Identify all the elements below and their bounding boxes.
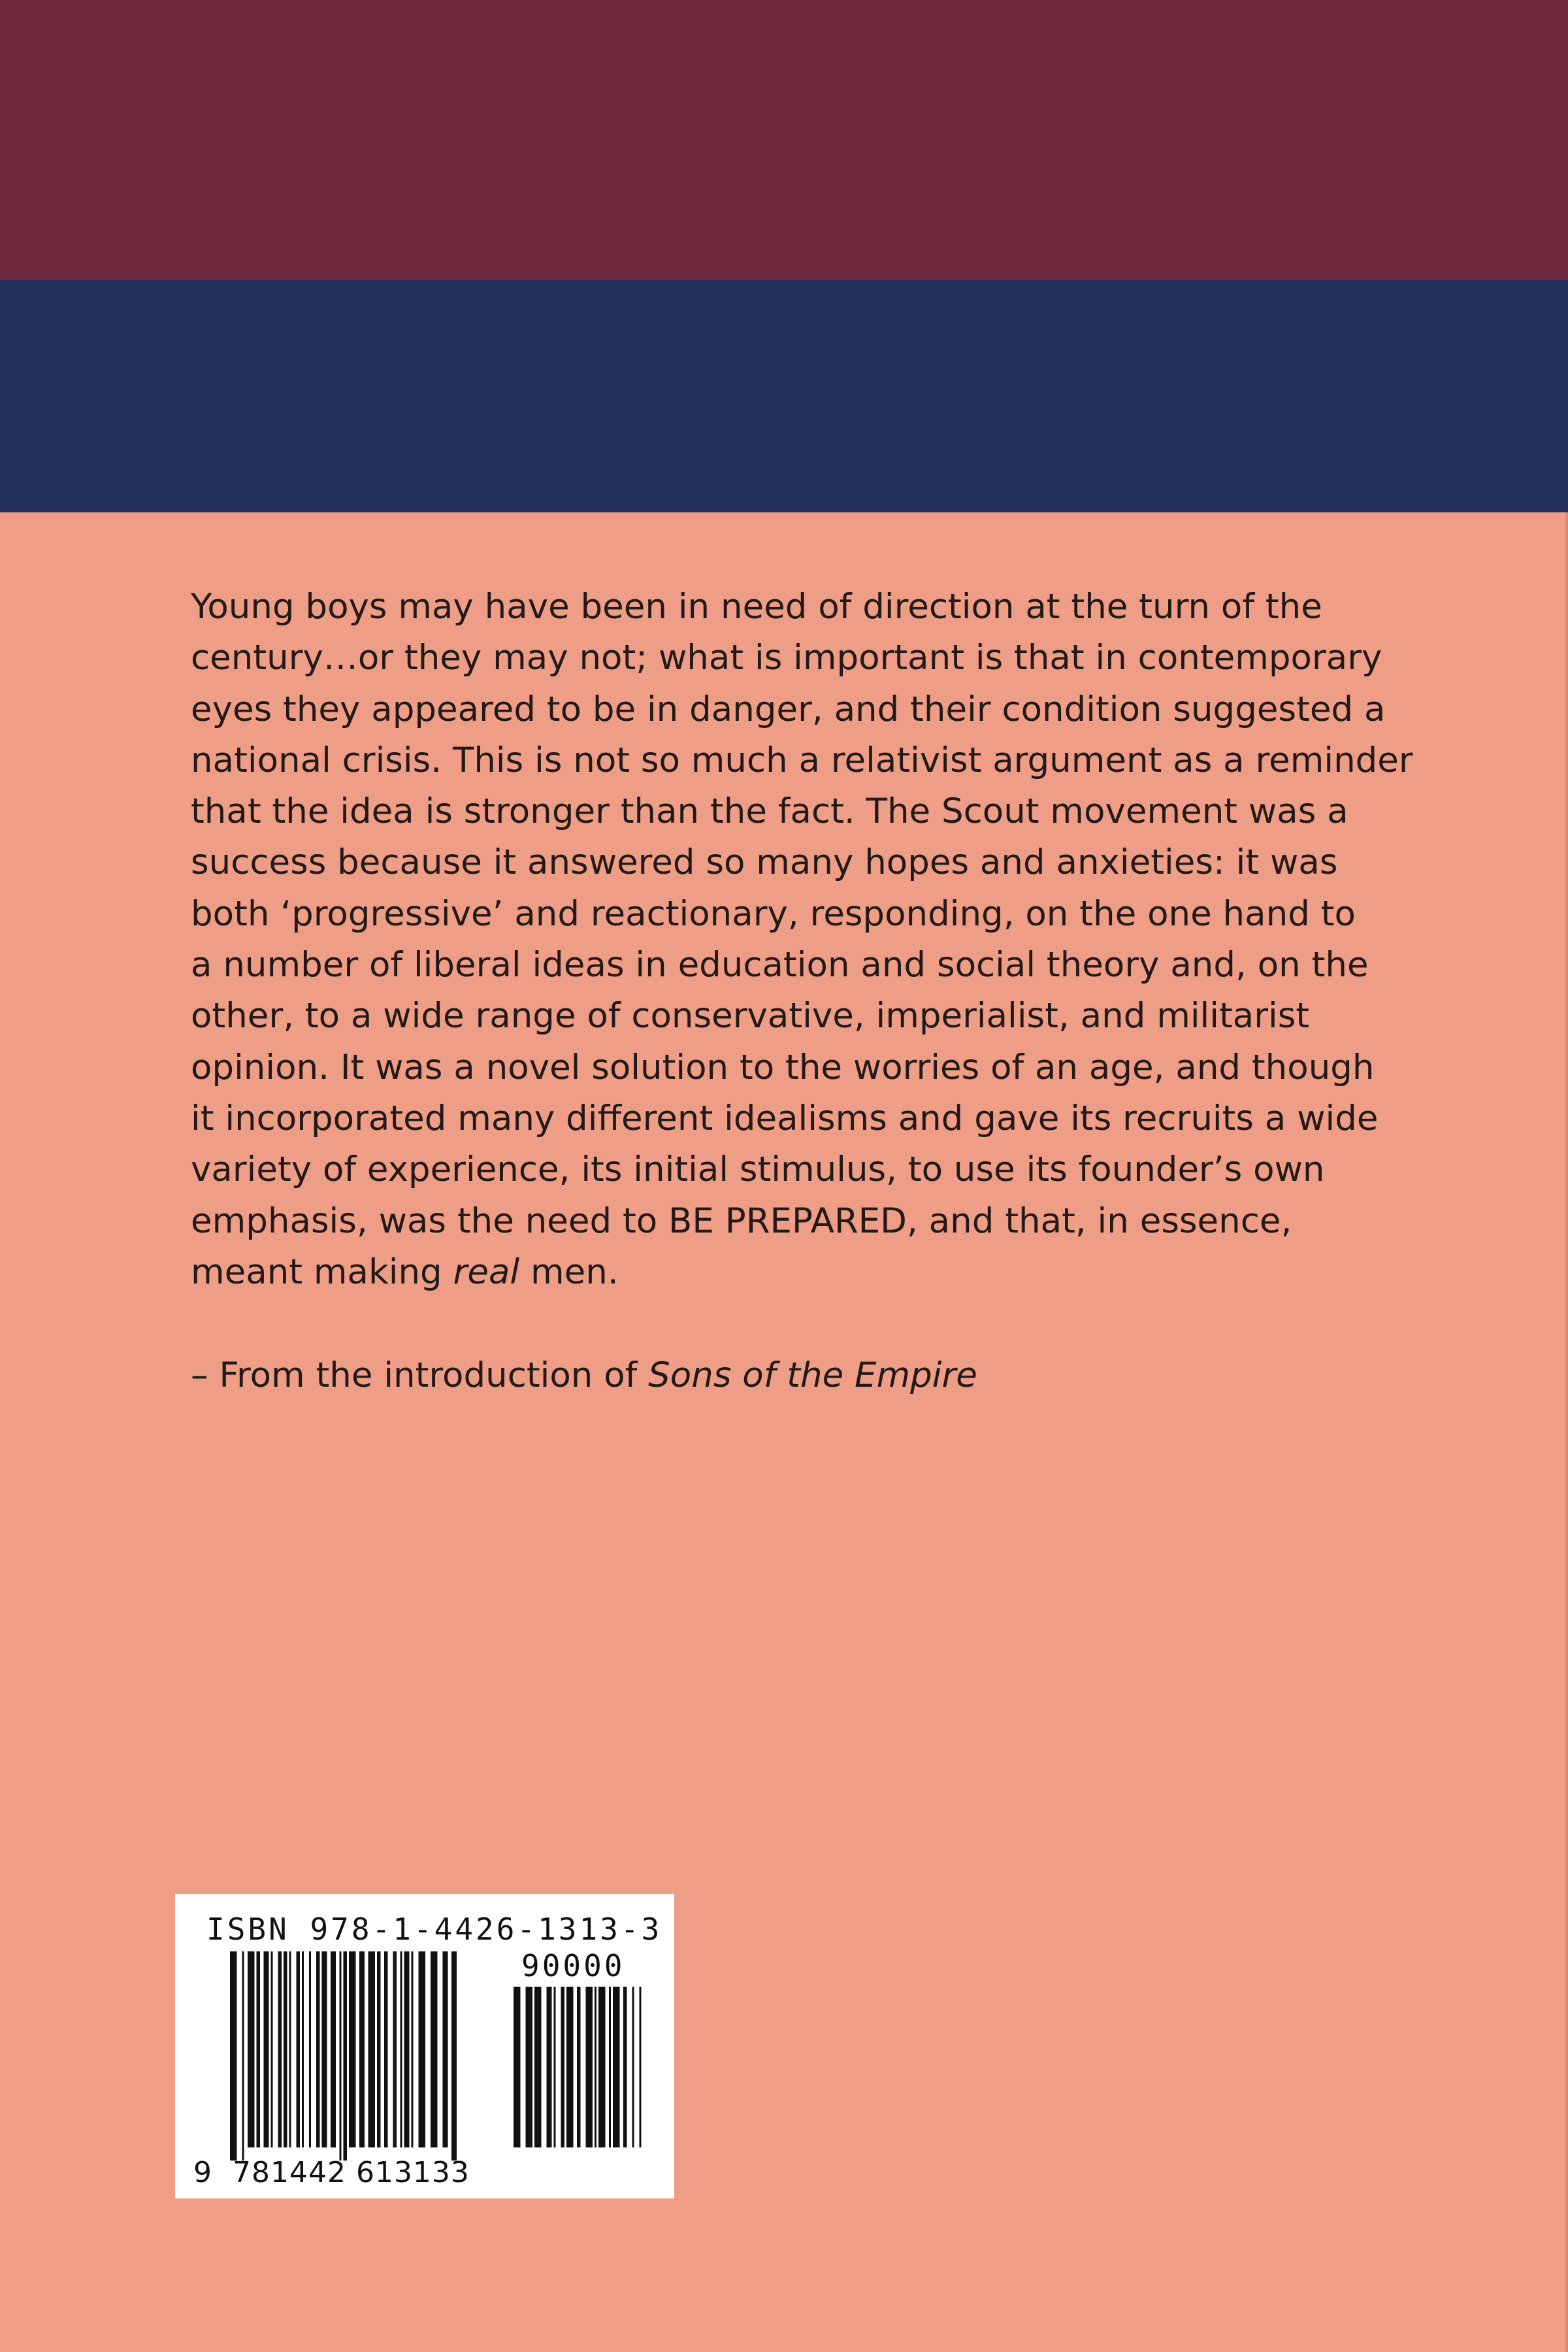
barcode-bar [534,1987,542,2147]
isbn-label: ISBN 978-1-4426-1313-3 [206,1912,662,1947]
barcode-bar [623,1987,627,2147]
barcode-bar [640,1987,642,2147]
barcode-bar [586,1987,593,2147]
attribution-prefix: – From the introduction of [191,1355,649,1395]
barcode-bar [400,1951,402,2147]
blurb-line: both ‘progressive’ and reactionary, responding, on the one hand to [191,893,1356,934]
barcode-bar [609,1987,611,2147]
ean13-bars [230,1951,457,2161]
barcode-bar [443,1951,448,2147]
barcode-bar [412,1951,414,2147]
barcode-bar [289,1951,291,2147]
barcode-bar [278,1951,282,2147]
barcode-bar [577,1987,581,2147]
barcode-bar [297,1951,301,2147]
blurb-last-line-end: men. [519,1251,619,1292]
barcode-bar [349,1951,356,2147]
barcode-bar [431,1951,438,2147]
barcode-bar [248,1951,255,2147]
barcode-bar [316,1951,320,2147]
barcode-bar [526,1987,533,2147]
blurb-last-line-start: meant making [191,1251,453,1292]
blurb-line: century…or they may not; what is important is that in contemporary [191,638,1382,678]
barcode-bar [359,1951,365,2147]
barcode-bar [377,1951,381,2147]
barcode-bar [393,1951,397,2147]
barcode-bar [547,1987,552,2147]
attribution [191,1350,977,1401]
barcode-bar [561,1987,565,2147]
barcode-bar [368,1951,376,2147]
blurb-line: a number of liberal ideas in education and social theory and, on the [191,945,1369,986]
barcode-bar [340,1951,342,2161]
back-cover-blurb [191,582,1413,1298]
barcode-bar [554,1987,556,2147]
blurb-line: that the idea is stronger than the fact. The Scout movement was a [191,791,1348,832]
blurb-line: success because it answered so many hopes and anxieties: it was [191,842,1338,883]
blurb-line: it incorporated many different idealisms and gave its recruits a wide [191,1098,1379,1138]
barcode-bar [322,1951,327,2147]
blurb-line: eyes they appeared to be in danger, and their condition suggested a [191,689,1386,729]
barcode-bar [271,1951,273,2147]
isbn-barcode-panel [175,1894,674,2198]
barcode-bar [613,1987,620,2147]
barcode-bar [331,1951,336,2147]
barcode-bar [257,1951,261,2147]
price-addon-code: 90000 [521,1948,625,1983]
barcode-bar [451,1951,457,2161]
barcode-bar [242,1951,244,2161]
top-color-band [0,0,1568,280]
barcode-bar [384,1951,388,2147]
barcode-bar [419,1951,426,2147]
barcode-bar [632,1987,634,2147]
barcode-bar [230,1951,237,2161]
barcode-bar [264,1951,269,2147]
right-edge-shade [1565,512,1568,2352]
blurb-line: opinion. It was a novel solution to the worries of an age, and though [191,1047,1375,1087]
blurb-line: other, to a wide range of conservative, imperialist, and militarist [191,996,1310,1036]
blurb-line: variety of experience, its initial stimulus, to use its founder’s own [191,1150,1325,1190]
barcode-bar [566,1987,574,2147]
barcode-bar [309,1951,311,2147]
barcode-bar [595,1987,596,2147]
blurb-line: emphasis, was the need to BE PREPARED, and that, in essence, [191,1201,1292,1241]
blurb-emphasis-word: real [453,1251,520,1292]
blurb-line: Young boys may have been in need of direction at the turn of the [191,587,1322,627]
ean-digits: 781442 613133 [233,2156,470,2189]
barcode-bar [598,1987,606,2147]
ean-first-digit: 9 [193,2156,212,2189]
addon-bars [514,1987,642,2147]
barcode-bar [404,1951,410,2147]
book-title: Sons of the Empire [648,1355,977,1395]
navy-color-band [0,280,1568,512]
barcode-bar [514,1987,521,2147]
barcode-bar [302,1951,304,2147]
barcode-bars [175,1894,674,2198]
blurb-last-line [191,1247,1406,1298]
barcode-bar [284,1951,287,2147]
blurb-line: national crisis. This is not so much a relativist argument as a reminder [191,740,1413,780]
barcode-bar [344,1951,348,2161]
